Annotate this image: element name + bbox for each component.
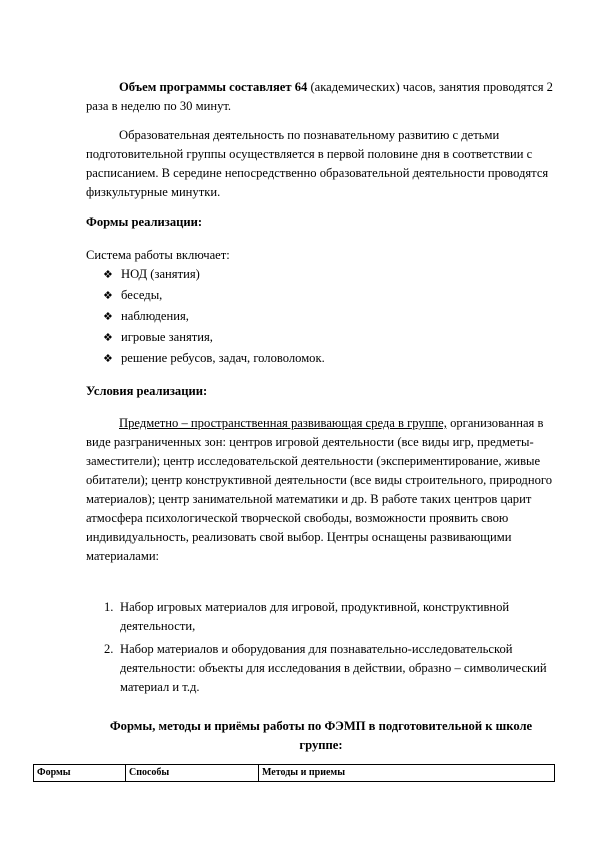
conditions-paragraph [86,414,556,566]
forms-list [103,265,325,370]
materials-list [104,598,554,701]
list-item-text: решение ребусов, задач, головоломок. [121,351,325,365]
list-item [103,286,325,307]
forms-heading: Формы реализации: [86,215,203,229]
list-item [103,265,325,286]
program-volume-bold: Объем программы составляет 64 [119,80,308,94]
conditions-underlined-text: Предметно – пространственная развивающая среда в группе, [119,416,447,430]
methods-table [33,764,555,782]
list-number: 2. [104,642,114,656]
list-item-text: беседы, [121,288,163,302]
table-header-cell: Формы [34,765,126,782]
list-item [103,307,325,328]
list-item [103,328,325,349]
program-volume-rest: (академических) часов, занятия проводятся 2 раза в неделю по 30 минут. [86,80,553,113]
list-item [103,349,325,370]
schedule-paragraph: Образовательная деятельность по познавательному развитию с детьми подготовительной группы осуществляется в первой половине дня в соответствии с расписанием. В середине непосредственно образовательной деятельности проводятся физкультурные минутки. [86,128,549,199]
diamond-bullet-icon: ❖ [103,310,113,323]
system-label: Система работы включает: [86,248,230,262]
list-item-text: игровые занятия, [121,330,213,344]
conditions-heading: Условия реализации: [86,384,208,398]
list-number: 1. [104,600,114,614]
list-item-text: НОД (занятия) [121,267,200,281]
methods-title-line1: Формы, методы и приёмы работы по ФЭМП в подготовительной к школе [109,719,533,733]
diamond-bullet-icon: ❖ [103,352,113,365]
diamond-bullet-icon: ❖ [103,331,113,344]
table-header-cell: Методы и приемы [259,765,555,782]
list-item-text: Набор материалов и оборудования для познавательно-исследовательской деятельности: объекты для исследования в действии, образно – символический материал и т.д. [120,642,547,694]
program-volume-paragraph [86,78,556,116]
table-header-cell: Способы [126,765,259,782]
table-header-row [34,765,555,782]
list-item-text: Набор игровых материалов для игровой, продуктивной, конструктивной деятельности, [120,600,510,633]
diamond-bullet-icon: ❖ [103,289,113,302]
diamond-bullet-icon: ❖ [103,268,113,281]
list-item [104,598,554,636]
list-item-text: наблюдения, [121,309,189,323]
conditions-body-text: организованная в виде разграниченных зон: центров игровой деятельности (все виды игр, предметы-заместители); центр исследовательской деятельности (экспериментирование, живые обитатели); центр конструктивной деятельности (все виды строительного, природного материалов); центр занимательной математики и др. В работе таких центров царит атмосфера психологической творческой свободы, возможности проявить свою индивидуальность, реализовать свой выбор. Центры оснащены развивающими материалами: [86,416,553,563]
methods-title-line2: группе: [299,738,343,752]
list-item [104,640,554,697]
